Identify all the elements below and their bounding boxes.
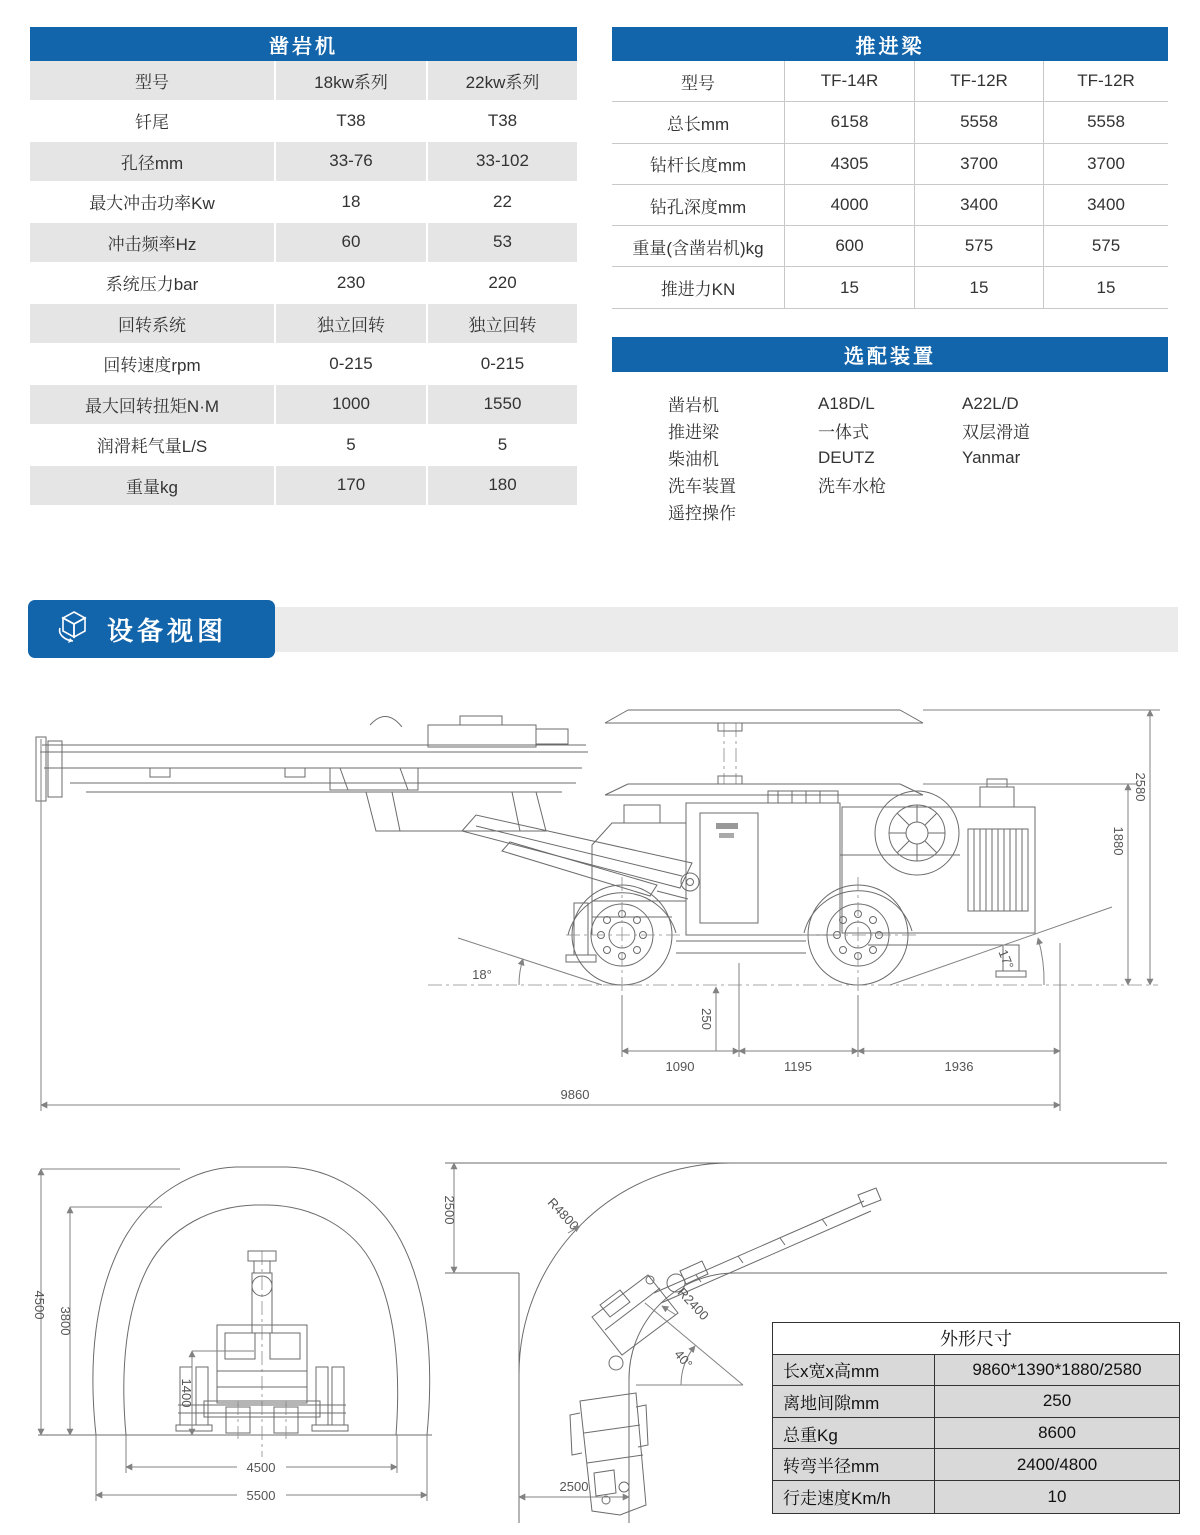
spec-label: 重量(含凿岩机)kg (612, 226, 785, 267)
dim-label: 总重Kg (773, 1418, 935, 1450)
spec-label: 钻杆长度mm (612, 144, 785, 185)
spec-value: 4000 (785, 185, 915, 226)
spec-value: 575 (1044, 226, 1168, 267)
spec-value: 53 (428, 223, 577, 264)
spec-value: 22kw系列 (428, 61, 577, 102)
spec-value: 独立回转 (276, 304, 428, 345)
optional-equipment-title: 选配装置 (612, 337, 1168, 372)
option-value: A22L/D (962, 393, 1019, 413)
spec-label: 回转速度rpm (30, 345, 276, 386)
inner-height-label: 3800 (58, 1306, 73, 1336)
dim-label: 长x宽x高mm (773, 1355, 935, 1387)
spec-value: 1550 (428, 385, 577, 426)
spec-value: 170 (276, 466, 428, 507)
ground-clearance-label: 250 (699, 1008, 714, 1030)
cable-reel (875, 791, 959, 875)
dim-1090-label: 1090 (665, 1059, 695, 1074)
spec-value: T38 (276, 102, 428, 143)
spec-label: 孔径mm (30, 142, 276, 183)
spec-value: 15 (785, 267, 915, 308)
option-name: 洗车装置 (668, 477, 736, 496)
spec-value: 3700 (1044, 144, 1168, 185)
dim-label: 转弯半径mm (773, 1449, 935, 1481)
spec-value: T38 (428, 102, 577, 143)
total-length-label: 9860 (560, 1087, 590, 1102)
spec-value: 0-215 (428, 345, 577, 386)
option-name: 推进梁 (668, 423, 719, 442)
spec-value: TF-12R (915, 61, 1044, 102)
dimension-lines (32, 1169, 427, 1503)
option-value (962, 471, 1162, 498)
spec-value: 独立回转 (428, 304, 577, 345)
spec-value: 22 (428, 183, 577, 224)
spec-label: 钎尾 (30, 102, 276, 143)
front-view-drawing (30, 1155, 440, 1535)
spec-label: 型号 (612, 61, 785, 102)
option-value: 一体式 (818, 423, 869, 442)
spec-value: 4305 (785, 144, 915, 185)
spec-label: 回转系统 (30, 304, 276, 345)
spec-label: 总长mm (612, 102, 785, 143)
spec-value: 5 (276, 426, 428, 467)
spec-value: 600 (785, 226, 915, 267)
departure-angle-label: 17° (995, 947, 1017, 972)
optional-equipment-list (668, 390, 1162, 525)
spec-label: 推进力KN (612, 267, 785, 308)
spec-value: 33-102 (428, 142, 577, 183)
spec-value: 18 (276, 183, 428, 224)
option-value: DEUTZ (818, 447, 875, 467)
spec-value: 3700 (915, 144, 1044, 185)
outer-radius-label: R4800 (544, 1194, 582, 1234)
spec-value: 5 (428, 426, 577, 467)
spec-value: 6158 (785, 102, 915, 143)
tunnel-width-label: 2500 (442, 1195, 457, 1225)
spec-label: 钻孔深度mm (612, 185, 785, 226)
canopy-roof (605, 710, 923, 795)
spec-label: 最大回转扭矩N·M (30, 385, 276, 426)
spec-value: TF-12R (1044, 61, 1168, 102)
spec-value: 18kw系列 (276, 61, 428, 102)
centerlines (428, 877, 1158, 997)
spec-value: 60 (276, 223, 428, 264)
dimensions-table-title: 外形尺寸 (773, 1323, 1179, 1355)
cube-3d-rotate-icon (56, 608, 92, 651)
boom-arm (366, 792, 699, 899)
spec-value: 180 (428, 466, 577, 507)
carrier-body (566, 779, 1035, 977)
dim-value: 250 (935, 1386, 1179, 1418)
dim-value: 10 (935, 1481, 1179, 1513)
spec-label: 润滑耗气量L/S (30, 426, 276, 467)
equipment-view-header (28, 600, 275, 658)
dim-label: 离地间隙mm (773, 1386, 935, 1418)
spec-label: 系统压力bar (30, 264, 276, 305)
spec-value: 575 (915, 226, 1044, 267)
option-value: A18D/L (818, 393, 875, 413)
roof-height-label: 1880 (1111, 826, 1126, 856)
spec-value: 5558 (1044, 102, 1168, 143)
spec-value: 33-76 (276, 142, 428, 183)
option-value (818, 498, 962, 525)
dim-value: 8600 (935, 1418, 1179, 1450)
spec-value: 5558 (915, 102, 1044, 143)
spec-value: 15 (915, 267, 1044, 308)
dim-value: 2400/4800 (935, 1449, 1179, 1481)
spec-value: 1000 (276, 385, 428, 426)
dimension-lines (442, 1163, 743, 1497)
spec-value: TF-14R (785, 61, 915, 102)
option-name: 柴油机 (668, 450, 719, 469)
spec-value: 230 (276, 264, 428, 305)
spec-label: 最大冲击功率Kw (30, 183, 276, 224)
spec-value: 3400 (915, 185, 1044, 226)
articulation-angle-label: 40° (671, 1346, 696, 1372)
feed-beam-table (612, 61, 1168, 309)
rock-drill-table (30, 61, 577, 507)
option-value: 双层滑道 (962, 423, 1030, 442)
approach-angle-label: 18° (472, 967, 492, 982)
drill-feed-beam (36, 716, 588, 801)
outer-width-label: 5500 (246, 1488, 276, 1503)
dim-value: 9860*1390*1880/2580 (935, 1355, 1179, 1387)
option-value (962, 498, 1162, 525)
corridor-width-label: 2500 (559, 1479, 589, 1494)
option-value: Yanmar (962, 447, 1021, 467)
overall-height-label: 2580 (1133, 772, 1148, 802)
dim-1195-label: 1195 (784, 1059, 812, 1074)
spec-label: 型号 (30, 61, 276, 102)
dim-1936-label: 1936 (944, 1059, 974, 1074)
inner-width-label: 4500 (246, 1460, 276, 1475)
overall-dimensions-table (772, 1322, 1180, 1514)
spec-value: 3400 (1044, 185, 1168, 226)
option-name: 凿岩机 (668, 396, 719, 415)
section-divider-strip (270, 607, 1178, 652)
outer-height-label: 4500 (32, 1290, 47, 1320)
dim-label: 行走速度Km/h (773, 1481, 935, 1513)
option-value: 洗车水枪 (818, 477, 886, 496)
side-view-drawing (30, 695, 1175, 1115)
inner-radius-label: R2400 (674, 1284, 712, 1324)
rock-drill-table-title: 凿岩机 (30, 27, 577, 61)
option-name: 遥控操作 (668, 504, 736, 523)
spec-label: 冲击频率Hz (30, 223, 276, 264)
feed-beam-table-title: 推进梁 (612, 27, 1168, 61)
equipment-view-label: 设备视图 (107, 615, 228, 646)
machine-height-label: 1400 (179, 1378, 194, 1408)
machine-front-view (176, 1251, 348, 1457)
spec-value: 15 (1044, 267, 1168, 308)
spec-value: 220 (428, 264, 577, 305)
spec-label: 重量kg (30, 466, 276, 507)
spec-value: 0-215 (276, 345, 428, 386)
